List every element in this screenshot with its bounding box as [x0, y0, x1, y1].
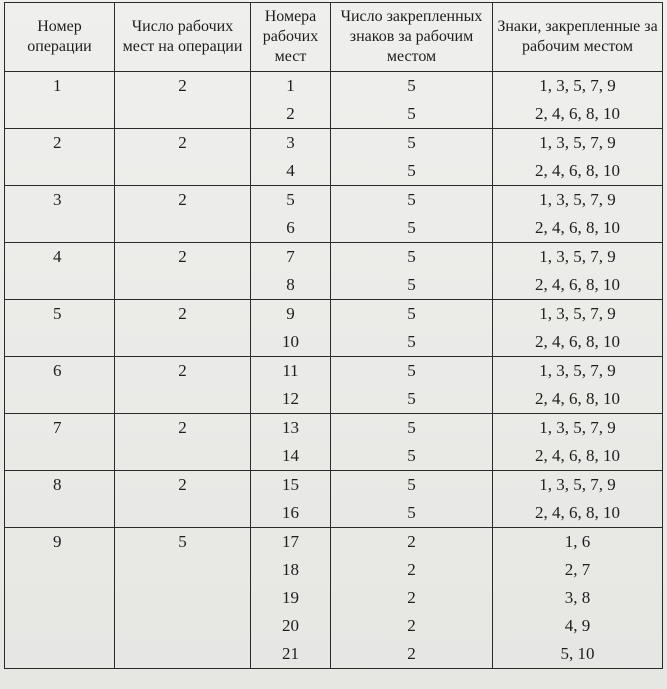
workplace-number-cell: 10 — [251, 328, 331, 357]
signs-cell: 1, 6 — [493, 528, 663, 557]
signs-cell: 2, 4, 6, 8, 10 — [493, 214, 663, 243]
workplace-assignment-table — [4, 2, 663, 669]
workplace-number-cell: 19 — [251, 584, 331, 612]
workplace-number-cell: 13 — [251, 414, 331, 443]
workplace-number-cell: 20 — [251, 612, 331, 640]
op-number-cell: 2 — [5, 129, 115, 158]
op-number-cell-empty — [5, 442, 115, 471]
workplace-number-cell: 14 — [251, 442, 331, 471]
signs-cell: 1, 3, 5, 7, 9 — [493, 186, 663, 215]
workplaces-count-cell: 2 — [115, 72, 251, 101]
workplace-number-cell: 15 — [251, 471, 331, 500]
op-number-cell-empty — [5, 499, 115, 528]
table-row — [5, 129, 663, 158]
workplace-number-cell: 1 — [251, 72, 331, 101]
workplace-number-cell: 18 — [251, 556, 331, 584]
workplaces-count-cell: 2 — [115, 471, 251, 500]
op-number-cell-empty — [5, 385, 115, 414]
op-number-cell: 1 — [5, 72, 115, 101]
signs-count-cell: 5 — [331, 129, 493, 158]
workplaces-count-cell: 2 — [115, 243, 251, 272]
op-number-cell: 9 — [5, 528, 115, 557]
signs-count-cell: 2 — [331, 612, 493, 640]
table-row — [5, 214, 663, 243]
signs-count-cell: 5 — [331, 300, 493, 329]
table-body — [5, 72, 663, 669]
signs-cell: 2, 4, 6, 8, 10 — [493, 385, 663, 414]
signs-cell: 1, 3, 5, 7, 9 — [493, 414, 663, 443]
table-row — [5, 72, 663, 101]
signs-count-cell: 5 — [331, 328, 493, 357]
workplaces-count-cell-empty — [115, 385, 251, 414]
signs-count-cell: 2 — [331, 584, 493, 612]
signs-count-cell: 5 — [331, 243, 493, 272]
table-row — [5, 100, 663, 129]
signs-count-cell: 5 — [331, 414, 493, 443]
table-row — [5, 357, 663, 386]
workplaces-count-cell: 2 — [115, 357, 251, 386]
op-number-cell: 3 — [5, 186, 115, 215]
signs-cell: 2, 7 — [493, 556, 663, 584]
op-number-cell-empty — [5, 328, 115, 357]
table-row — [5, 243, 663, 272]
workplace-number-cell: 4 — [251, 157, 331, 186]
op-number-cell: 7 — [5, 414, 115, 443]
op-number-cell-empty — [5, 584, 115, 612]
signs-count-cell: 5 — [331, 385, 493, 414]
signs-count-cell: 5 — [331, 442, 493, 471]
workplaces-count-cell: 2 — [115, 414, 251, 443]
workplaces-count-cell-empty — [115, 640, 251, 669]
workplaces-count-cell-empty — [115, 100, 251, 129]
op-number-cell-empty — [5, 612, 115, 640]
workplaces-count-cell-empty — [115, 556, 251, 584]
workplaces-count-cell: 2 — [115, 129, 251, 158]
op-number-cell-empty — [5, 100, 115, 129]
workplace-number-cell: 16 — [251, 499, 331, 528]
signs-count-cell: 5 — [331, 100, 493, 129]
signs-count-cell: 5 — [331, 471, 493, 500]
table-row — [5, 271, 663, 300]
signs-cell: 2, 4, 6, 8, 10 — [493, 157, 663, 186]
table-row — [5, 328, 663, 357]
signs-count-cell: 5 — [331, 499, 493, 528]
signs-count-cell: 5 — [331, 157, 493, 186]
table-row — [5, 556, 663, 584]
workplaces-count-cell-empty — [115, 499, 251, 528]
signs-cell: 5, 10 — [493, 640, 663, 669]
signs-count-cell: 5 — [331, 72, 493, 101]
signs-cell: 1, 3, 5, 7, 9 — [493, 300, 663, 329]
op-number-cell: 5 — [5, 300, 115, 329]
workplace-number-cell: 3 — [251, 129, 331, 158]
header-op-number: Номер операции — [5, 3, 115, 72]
workplace-number-cell: 2 — [251, 100, 331, 129]
op-number-cell-empty — [5, 640, 115, 669]
signs-cell: 3, 8 — [493, 584, 663, 612]
table-row — [5, 300, 663, 329]
table-header-row — [5, 3, 663, 72]
signs-cell: 2, 4, 6, 8, 10 — [493, 100, 663, 129]
workplaces-count-cell-empty — [115, 214, 251, 243]
op-number-cell-empty — [5, 214, 115, 243]
signs-cell: 1, 3, 5, 7, 9 — [493, 243, 663, 272]
table-row — [5, 471, 663, 500]
signs-cell: 1, 3, 5, 7, 9 — [493, 357, 663, 386]
table-row — [5, 612, 663, 640]
workplace-number-cell: 12 — [251, 385, 331, 414]
signs-cell: 2, 4, 6, 8, 10 — [493, 328, 663, 357]
signs-cell: 4, 9 — [493, 612, 663, 640]
workplace-number-cell: 17 — [251, 528, 331, 557]
op-number-cell-empty — [5, 157, 115, 186]
table-row — [5, 442, 663, 471]
op-number-cell: 8 — [5, 471, 115, 500]
op-number-cell: 6 — [5, 357, 115, 386]
signs-count-cell: 2 — [331, 556, 493, 584]
header-workplaces-count: Число рабочих мест на операции — [115, 3, 251, 72]
workplace-number-cell: 9 — [251, 300, 331, 329]
workplace-number-cell: 21 — [251, 640, 331, 669]
signs-cell: 2, 4, 6, 8, 10 — [493, 442, 663, 471]
signs-count-cell: 2 — [331, 528, 493, 557]
signs-cell: 1, 3, 5, 7, 9 — [493, 129, 663, 158]
op-number-cell-empty — [5, 556, 115, 584]
signs-cell: 2, 4, 6, 8, 10 — [493, 499, 663, 528]
signs-cell: 2, 4, 6, 8, 10 — [493, 271, 663, 300]
workplaces-count-cell: 2 — [115, 300, 251, 329]
table-row — [5, 186, 663, 215]
signs-count-cell: 5 — [331, 214, 493, 243]
op-number-cell-empty — [5, 271, 115, 300]
signs-count-cell: 2 — [331, 640, 493, 669]
signs-count-cell: 5 — [331, 271, 493, 300]
signs-count-cell: 5 — [331, 357, 493, 386]
header-signs-count: Число закрепленных знаков за рабочим местом — [331, 3, 493, 72]
table-row — [5, 157, 663, 186]
header-workplace-numbers: Номера рабочих мест — [251, 3, 331, 72]
table-row — [5, 499, 663, 528]
workplaces-count-cell: 5 — [115, 528, 251, 557]
workplaces-count-cell-empty — [115, 612, 251, 640]
workplaces-count-cell-empty — [115, 442, 251, 471]
signs-cell: 1, 3, 5, 7, 9 — [493, 471, 663, 500]
workplace-number-cell: 11 — [251, 357, 331, 386]
table-row — [5, 528, 663, 557]
workplace-number-cell: 7 — [251, 243, 331, 272]
workplaces-count-cell-empty — [115, 328, 251, 357]
workplace-number-cell: 8 — [251, 271, 331, 300]
workplaces-count-cell-empty — [115, 271, 251, 300]
workplaces-count-cell-empty — [115, 157, 251, 186]
signs-count-cell: 5 — [331, 186, 493, 215]
workplace-number-cell: 6 — [251, 214, 331, 243]
workplaces-count-cell-empty — [115, 584, 251, 612]
workplaces-count-cell: 2 — [115, 186, 251, 215]
op-number-cell: 4 — [5, 243, 115, 272]
signs-cell: 1, 3, 5, 7, 9 — [493, 72, 663, 101]
table-row — [5, 640, 663, 669]
workplace-number-cell: 5 — [251, 186, 331, 215]
table-row — [5, 584, 663, 612]
header-signs: Знаки, закрепленные за рабочим местом — [493, 3, 663, 72]
table-row — [5, 385, 663, 414]
table-row — [5, 414, 663, 443]
